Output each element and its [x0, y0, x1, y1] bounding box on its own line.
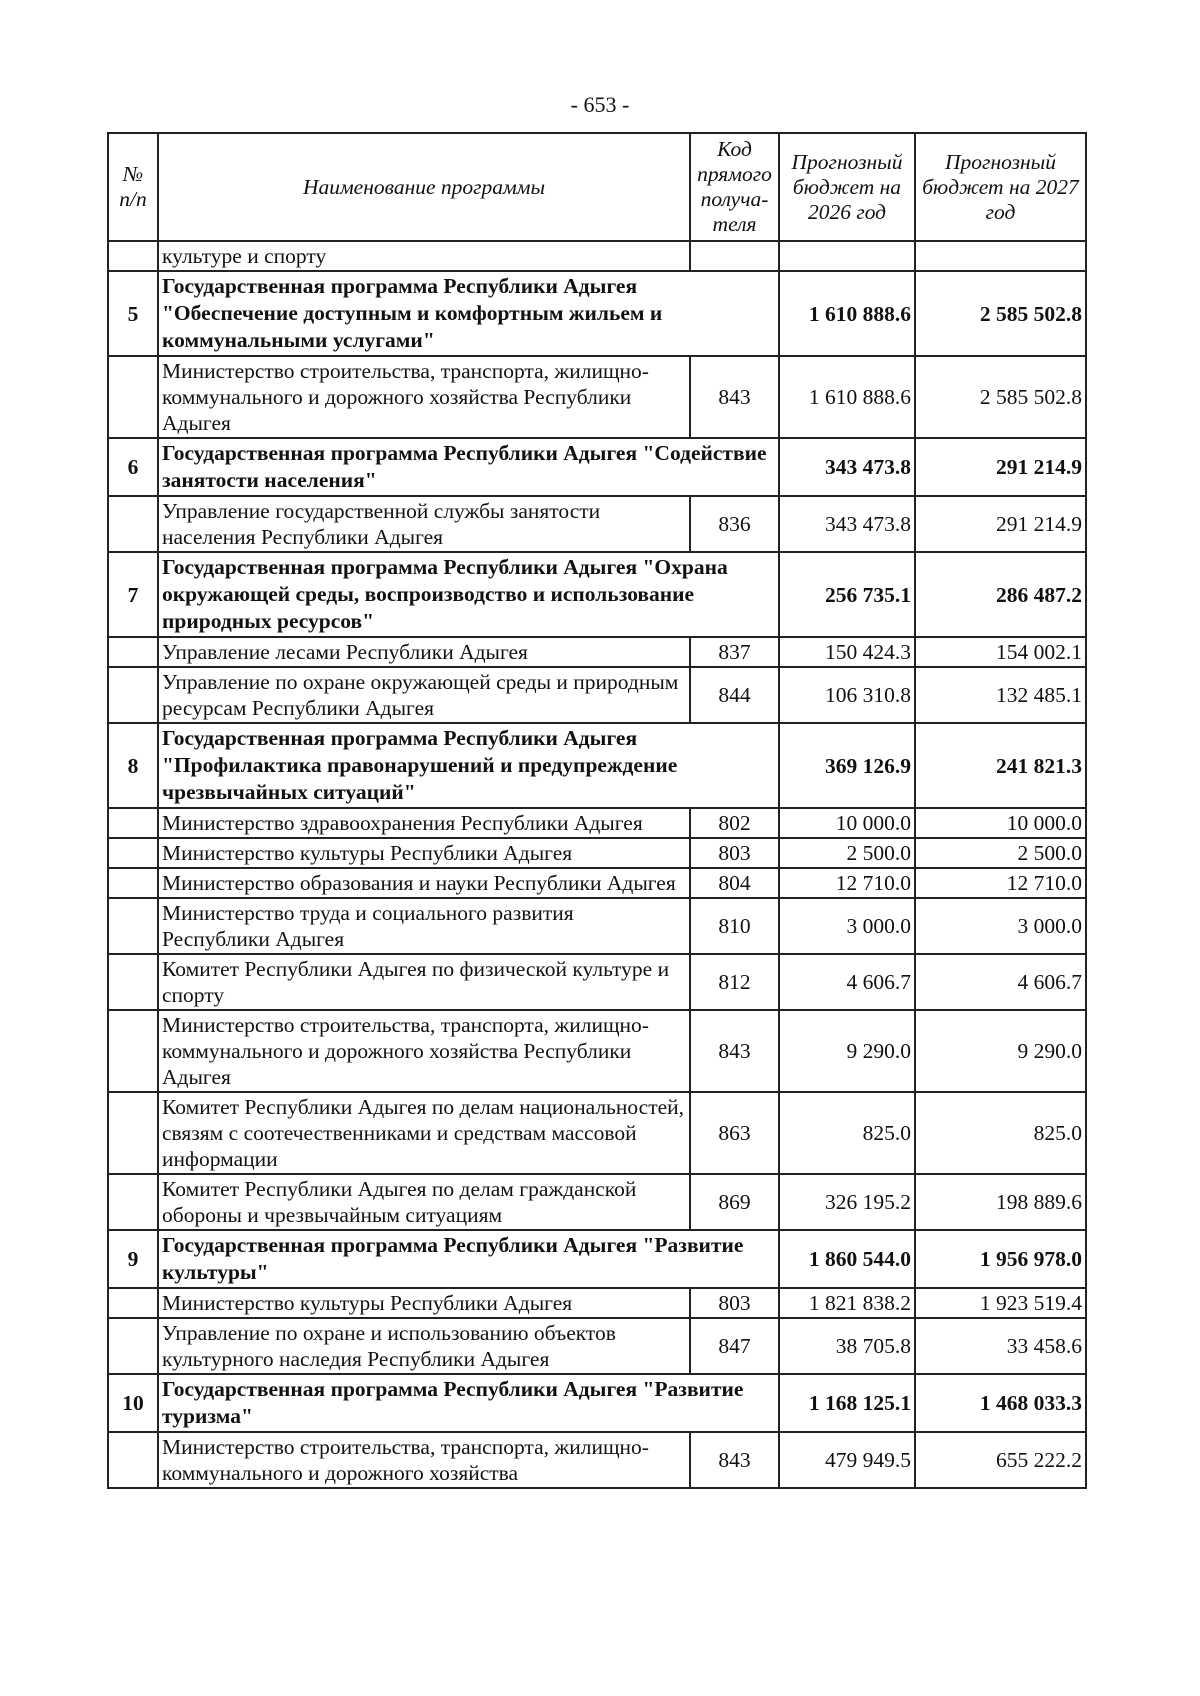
- budget-2026: 343 473.8: [779, 496, 915, 552]
- budget-2026: 1 821 838.2: [779, 1288, 915, 1318]
- recipient-row: [108, 898, 1086, 954]
- recipient-code: 863: [690, 1092, 779, 1174]
- recipient-name: Комитет Республики Адыгея по делам национальностей, связям с соотечественниками и средствам массовой информации: [158, 1092, 690, 1174]
- row-number: [108, 838, 158, 868]
- recipient-row: [108, 496, 1086, 552]
- row-number: 10: [108, 1374, 158, 1432]
- recipient-name: Управление по охране окружающей среды и природным ресурсам Республики Адыгея: [158, 667, 690, 723]
- row-number: [108, 898, 158, 954]
- row-number: [108, 954, 158, 1010]
- budget-2027: 291 214.9: [915, 496, 1086, 552]
- row-number: [108, 637, 158, 667]
- budget-2027: 154 002.1: [915, 637, 1086, 667]
- budget-2026: 369 126.9: [779, 723, 915, 808]
- row-number: [108, 667, 158, 723]
- row-number: [108, 356, 158, 438]
- budget-2027: 655 222.2: [915, 1432, 1086, 1488]
- budget-2026: 3 000.0: [779, 898, 915, 954]
- recipient-code: 836: [690, 496, 779, 552]
- recipient-code: 837: [690, 637, 779, 667]
- program-row: [108, 271, 1086, 356]
- recipient-row: [108, 808, 1086, 838]
- budget-2026: 1 610 888.6: [779, 356, 915, 438]
- program-row: [108, 723, 1086, 808]
- recipient-code: 812: [690, 954, 779, 1010]
- recipient-name: Министерство образования и науки Республики Адыгея: [158, 868, 690, 898]
- recipient-row: [108, 868, 1086, 898]
- recipient-name: Министерство строительства, транспорта, жилищно-коммунального и дорожного хозяйства: [158, 1432, 690, 1488]
- budget-2027: 1 468 033.3: [915, 1374, 1086, 1432]
- row-number: 8: [108, 723, 158, 808]
- program-name: Государственная программа Республики Адыгея "Профилактика правонарушений и предупреждение чрезвычайных ситуаций": [158, 723, 779, 808]
- recipient-code: 844: [690, 667, 779, 723]
- budget-2026: 1 168 125.1: [779, 1374, 915, 1432]
- budget-2027: 2 585 502.8: [915, 271, 1086, 356]
- budget-2027: 33 458.6: [915, 1318, 1086, 1374]
- budget-2026: 256 735.1: [779, 552, 915, 637]
- row-number: [108, 1432, 158, 1488]
- budget-2026: 479 949.5: [779, 1432, 915, 1488]
- recipient-row: [108, 637, 1086, 667]
- budget-2026: 38 705.8: [779, 1318, 915, 1374]
- recipient-code: 810: [690, 898, 779, 954]
- budget-2026: 825.0: [779, 1092, 915, 1174]
- header-recipient-code: Код прямого получа-теля: [690, 133, 779, 241]
- budget-2027: 2 500.0: [915, 838, 1086, 868]
- row-number: [108, 1010, 158, 1092]
- program-name: Государственная программа Республики Адыгея "Охрана окружающей среды, воспроизводство и использование природных ресурсов": [158, 552, 779, 637]
- page-number: - 653 -: [570, 92, 630, 117]
- budget-2026: 10 000.0: [779, 808, 915, 838]
- row-number: [108, 241, 158, 271]
- recipient-name: Министерство здравоохранения Республики Адыгея: [158, 808, 690, 838]
- recipient-row: [108, 1318, 1086, 1374]
- budget-2026: 2 500.0: [779, 838, 915, 868]
- recipient-row: [108, 356, 1086, 438]
- row-number: [108, 1288, 158, 1318]
- budget-2027: 291 214.9: [915, 438, 1086, 496]
- recipient-name: Министерство строительства, транспорта, жилищно-коммунального и дорожного хозяйства Республики Адыгея: [158, 356, 690, 438]
- budget-2026: 12 710.0: [779, 868, 915, 898]
- recipient-row: [108, 667, 1086, 723]
- recipient-row: [108, 241, 1086, 271]
- row-number: [108, 868, 158, 898]
- recipient-row: [108, 954, 1086, 1010]
- budget-2026: 150 424.3: [779, 637, 915, 667]
- program-name: Государственная программа Республики Адыгея "Развитие культуры": [158, 1230, 779, 1288]
- recipient-code: 869: [690, 1174, 779, 1230]
- table-header-row: [108, 133, 1086, 241]
- budget-2026: [779, 241, 915, 271]
- recipient-name: Министерство строительства, транспорта, жилищно-коммунального и дорожного хозяйства Республики Адыгея: [158, 1010, 690, 1092]
- budget-2027: 3 000.0: [915, 898, 1086, 954]
- recipient-code: 803: [690, 838, 779, 868]
- budget-2027: 10 000.0: [915, 808, 1086, 838]
- row-number: [108, 1318, 158, 1374]
- recipient-code: 843: [690, 356, 779, 438]
- recipient-code: 803: [690, 1288, 779, 1318]
- header-budget-2026: Прогнозный бюджет на 2026 год: [779, 133, 915, 241]
- row-number: [108, 1092, 158, 1174]
- budget-2026: 1 860 544.0: [779, 1230, 915, 1288]
- recipient-name: культуре и спорту: [158, 241, 690, 271]
- program-row: [108, 1374, 1086, 1432]
- budget-2026: 9 290.0: [779, 1010, 915, 1092]
- budget-2027: 825.0: [915, 1092, 1086, 1174]
- recipient-code: 843: [690, 1432, 779, 1488]
- program-name: Государственная программа Республики Адыгея "Обеспечение доступным и комфортным жильем и коммунальными услугами": [158, 271, 779, 356]
- budget-2027: 286 487.2: [915, 552, 1086, 637]
- recipient-name: Министерство труда и социального развития Республики Адыгея: [158, 898, 690, 954]
- recipient-code: 847: [690, 1318, 779, 1374]
- budget-2027: 9 290.0: [915, 1010, 1086, 1092]
- row-number: 5: [108, 271, 158, 356]
- row-number: 7: [108, 552, 158, 637]
- program-row: [108, 552, 1086, 637]
- recipient-row: [108, 1432, 1086, 1488]
- budget-2027: 2 585 502.8: [915, 356, 1086, 438]
- program-row: [108, 1230, 1086, 1288]
- budget-2027: 1 956 978.0: [915, 1230, 1086, 1288]
- budget-2027: 198 889.6: [915, 1174, 1086, 1230]
- recipient-name: Управление государственной службы занятости населения Республики Адыгея: [158, 496, 690, 552]
- header-program-name: Наименование программы: [158, 133, 690, 241]
- program-budget-table: [107, 132, 1087, 1489]
- budget-2027: 12 710.0: [915, 868, 1086, 898]
- header-budget-2027: Прогнозный бюджет на 2027 год: [915, 133, 1086, 241]
- recipient-code: [690, 241, 779, 271]
- budget-2027: 132 485.1: [915, 667, 1086, 723]
- recipient-name: Комитет Республики Адыгея по делам гражданской обороны и чрезвычайным ситуациям: [158, 1174, 690, 1230]
- recipient-name: Министерство культуры Республики Адыгея: [158, 838, 690, 868]
- budget-2027: 1 923 519.4: [915, 1288, 1086, 1318]
- recipient-row: [108, 1010, 1086, 1092]
- recipient-row: [108, 1092, 1086, 1174]
- program-name: Государственная программа Республики Адыгея "Развитие туризма": [158, 1374, 779, 1432]
- budget-2026: 1 610 888.6: [779, 271, 915, 356]
- budget-2027: 241 821.3: [915, 723, 1086, 808]
- budget-2026: 343 473.8: [779, 438, 915, 496]
- row-number: 6: [108, 438, 158, 496]
- row-number: [108, 496, 158, 552]
- program-name: Государственная программа Республики Адыгея "Содействие занятости населения": [158, 438, 779, 496]
- budget-2027: [915, 241, 1086, 271]
- budget-2026: 326 195.2: [779, 1174, 915, 1230]
- row-number: [108, 1174, 158, 1230]
- budget-2027: 4 606.7: [915, 954, 1086, 1010]
- recipient-code: 802: [690, 808, 779, 838]
- header-num: № п/п: [108, 133, 158, 241]
- recipient-code: 804: [690, 868, 779, 898]
- recipient-row: [108, 1288, 1086, 1318]
- row-number: [108, 808, 158, 838]
- recipient-name: Управление лесами Республики Адыгея: [158, 637, 690, 667]
- budget-2026: 4 606.7: [779, 954, 915, 1010]
- recipient-row: [108, 838, 1086, 868]
- recipient-name: Министерство культуры Республики Адыгея: [158, 1288, 690, 1318]
- recipient-name: Управление по охране и использованию объектов культурного наследия Республики Адыгея: [158, 1318, 690, 1374]
- program-row: [108, 438, 1086, 496]
- row-number: 9: [108, 1230, 158, 1288]
- recipient-name: Комитет Республики Адыгея по физической культуре и спорту: [158, 954, 690, 1010]
- recipient-row: [108, 1174, 1086, 1230]
- recipient-code: 843: [690, 1010, 779, 1092]
- budget-2026: 106 310.8: [779, 667, 915, 723]
